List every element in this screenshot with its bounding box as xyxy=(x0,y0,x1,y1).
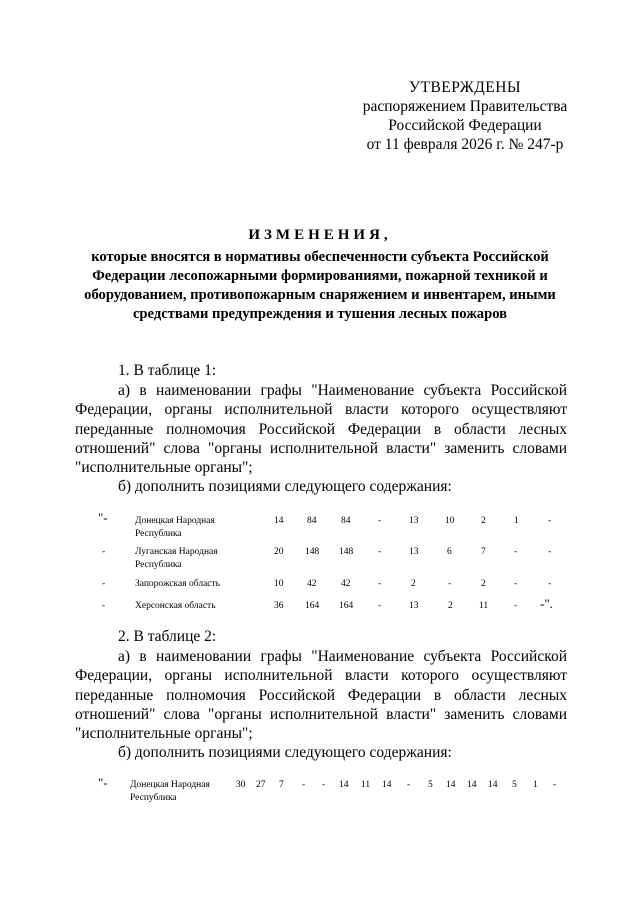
row-name-cont: Республика xyxy=(135,560,182,570)
cell: - xyxy=(378,516,382,526)
cell: 42 xyxy=(307,579,317,589)
cell: 14 xyxy=(274,516,284,526)
row-lead: - xyxy=(102,601,106,611)
cell: 2 xyxy=(481,579,486,589)
cell: 148 xyxy=(339,547,354,557)
cell: 13 xyxy=(409,516,419,526)
cell: - xyxy=(514,601,518,611)
cell: 164 xyxy=(305,601,320,611)
cell: 13 xyxy=(409,547,419,557)
row-name: Херсонская область xyxy=(135,601,216,611)
cell: 148 xyxy=(305,547,320,557)
cell: - xyxy=(514,547,518,557)
approval-line-3: от 11 февраля 2026 г. № 247-р xyxy=(366,136,564,153)
cell: 7 xyxy=(279,780,284,790)
section-2-heading: 2. В таблице 2: xyxy=(118,628,217,645)
cell: 13 xyxy=(409,601,419,611)
cell: 5 xyxy=(512,780,517,790)
cell: 6 xyxy=(447,547,452,557)
cell: 30 xyxy=(236,780,246,790)
cell: 11 xyxy=(361,780,371,790)
cell: 1 xyxy=(514,516,519,526)
cell: 2 xyxy=(411,579,416,589)
cell: - xyxy=(378,579,382,589)
row-lead: - xyxy=(102,547,106,557)
section-1-para-b: б) дополнить позициями следующего содержания: xyxy=(118,478,452,495)
cell: 84 xyxy=(341,516,351,526)
section-1-para-a: а) в наименовании графы "Наименование субъекта Российской Федерации, органы исполнительной власти которого осуществляют переданные полномочия Российской Федерации в области лесных отношений" слова "органы исполнительной власти" заменить словами "исполнительные органы"; xyxy=(75,382,567,477)
cell: - xyxy=(548,516,552,526)
row-name-cont: Республика xyxy=(135,529,182,539)
cell: - xyxy=(448,579,452,589)
row-lead: - xyxy=(102,579,106,589)
row-name: Луганская Народная xyxy=(135,547,218,557)
cell: - xyxy=(407,780,411,790)
cell: - xyxy=(302,780,306,790)
cell: - xyxy=(553,780,557,790)
cell: 14 xyxy=(467,780,477,790)
document-subtitle: которые вносятся в нормативы обеспеченности субъекта Российской Федерации лесопожарными формированиями, пожарной техникой и оборудованием, противопожарным снаряжением и инвентарем, иными средствами предупреждения и тушения лесных пожаров xyxy=(84,249,556,322)
row-name: Запорожская область xyxy=(135,579,220,589)
cell: 5 xyxy=(428,780,433,790)
approval-line-2: Российской Федерации xyxy=(388,117,542,134)
document-title: ИЗМЕНЕНИЯ, xyxy=(248,227,392,243)
row-name: Донецкая Народная xyxy=(135,516,215,526)
cell: 14 xyxy=(488,780,498,790)
cell: 1 xyxy=(533,780,538,790)
cell: 11 xyxy=(479,601,489,611)
cell: 2 xyxy=(481,516,486,526)
cell: - xyxy=(514,579,518,589)
row-name-cont: Республика xyxy=(130,793,177,803)
cell: 7 xyxy=(481,547,486,557)
row-lead: "- xyxy=(98,775,108,790)
cell: 14 xyxy=(382,780,392,790)
cell: 14 xyxy=(339,780,349,790)
cell: -". xyxy=(540,596,553,611)
cell: 42 xyxy=(341,579,351,589)
approval-title: УТВЕРЖДЕНЫ xyxy=(409,79,521,96)
cell: 2 xyxy=(448,601,453,611)
section-1-heading: 1. В таблице 1: xyxy=(118,362,217,379)
row-lead: "- xyxy=(98,510,108,525)
cell: 10 xyxy=(274,579,284,589)
approval-line-1: распоряжением Правительства xyxy=(362,98,568,115)
cell: - xyxy=(548,579,552,589)
cell: 10 xyxy=(445,516,455,526)
cell: 36 xyxy=(274,601,284,611)
cell: - xyxy=(378,547,382,557)
row-name: Донецкая Народная xyxy=(130,780,210,790)
section-2-para-b: б) дополнить позициями следующего содержания: xyxy=(118,744,452,761)
cell: - xyxy=(378,601,382,611)
cell: - xyxy=(548,547,552,557)
cell: 27 xyxy=(256,780,266,790)
cell: 84 xyxy=(307,516,317,526)
cell: 20 xyxy=(274,547,284,557)
cell: - xyxy=(322,780,326,790)
cell: 14 xyxy=(446,780,456,790)
cell: 164 xyxy=(339,601,354,611)
section-2-para-a: а) в наименовании графы "Наименование субъекта Российской Федерации, органы исполнительной власти которого осуществляют переданные полномочия Российской Федерации в области лесных отношений" слова "органы исполнительной власти" заменить словами "исполнительные органы"; xyxy=(75,648,567,743)
